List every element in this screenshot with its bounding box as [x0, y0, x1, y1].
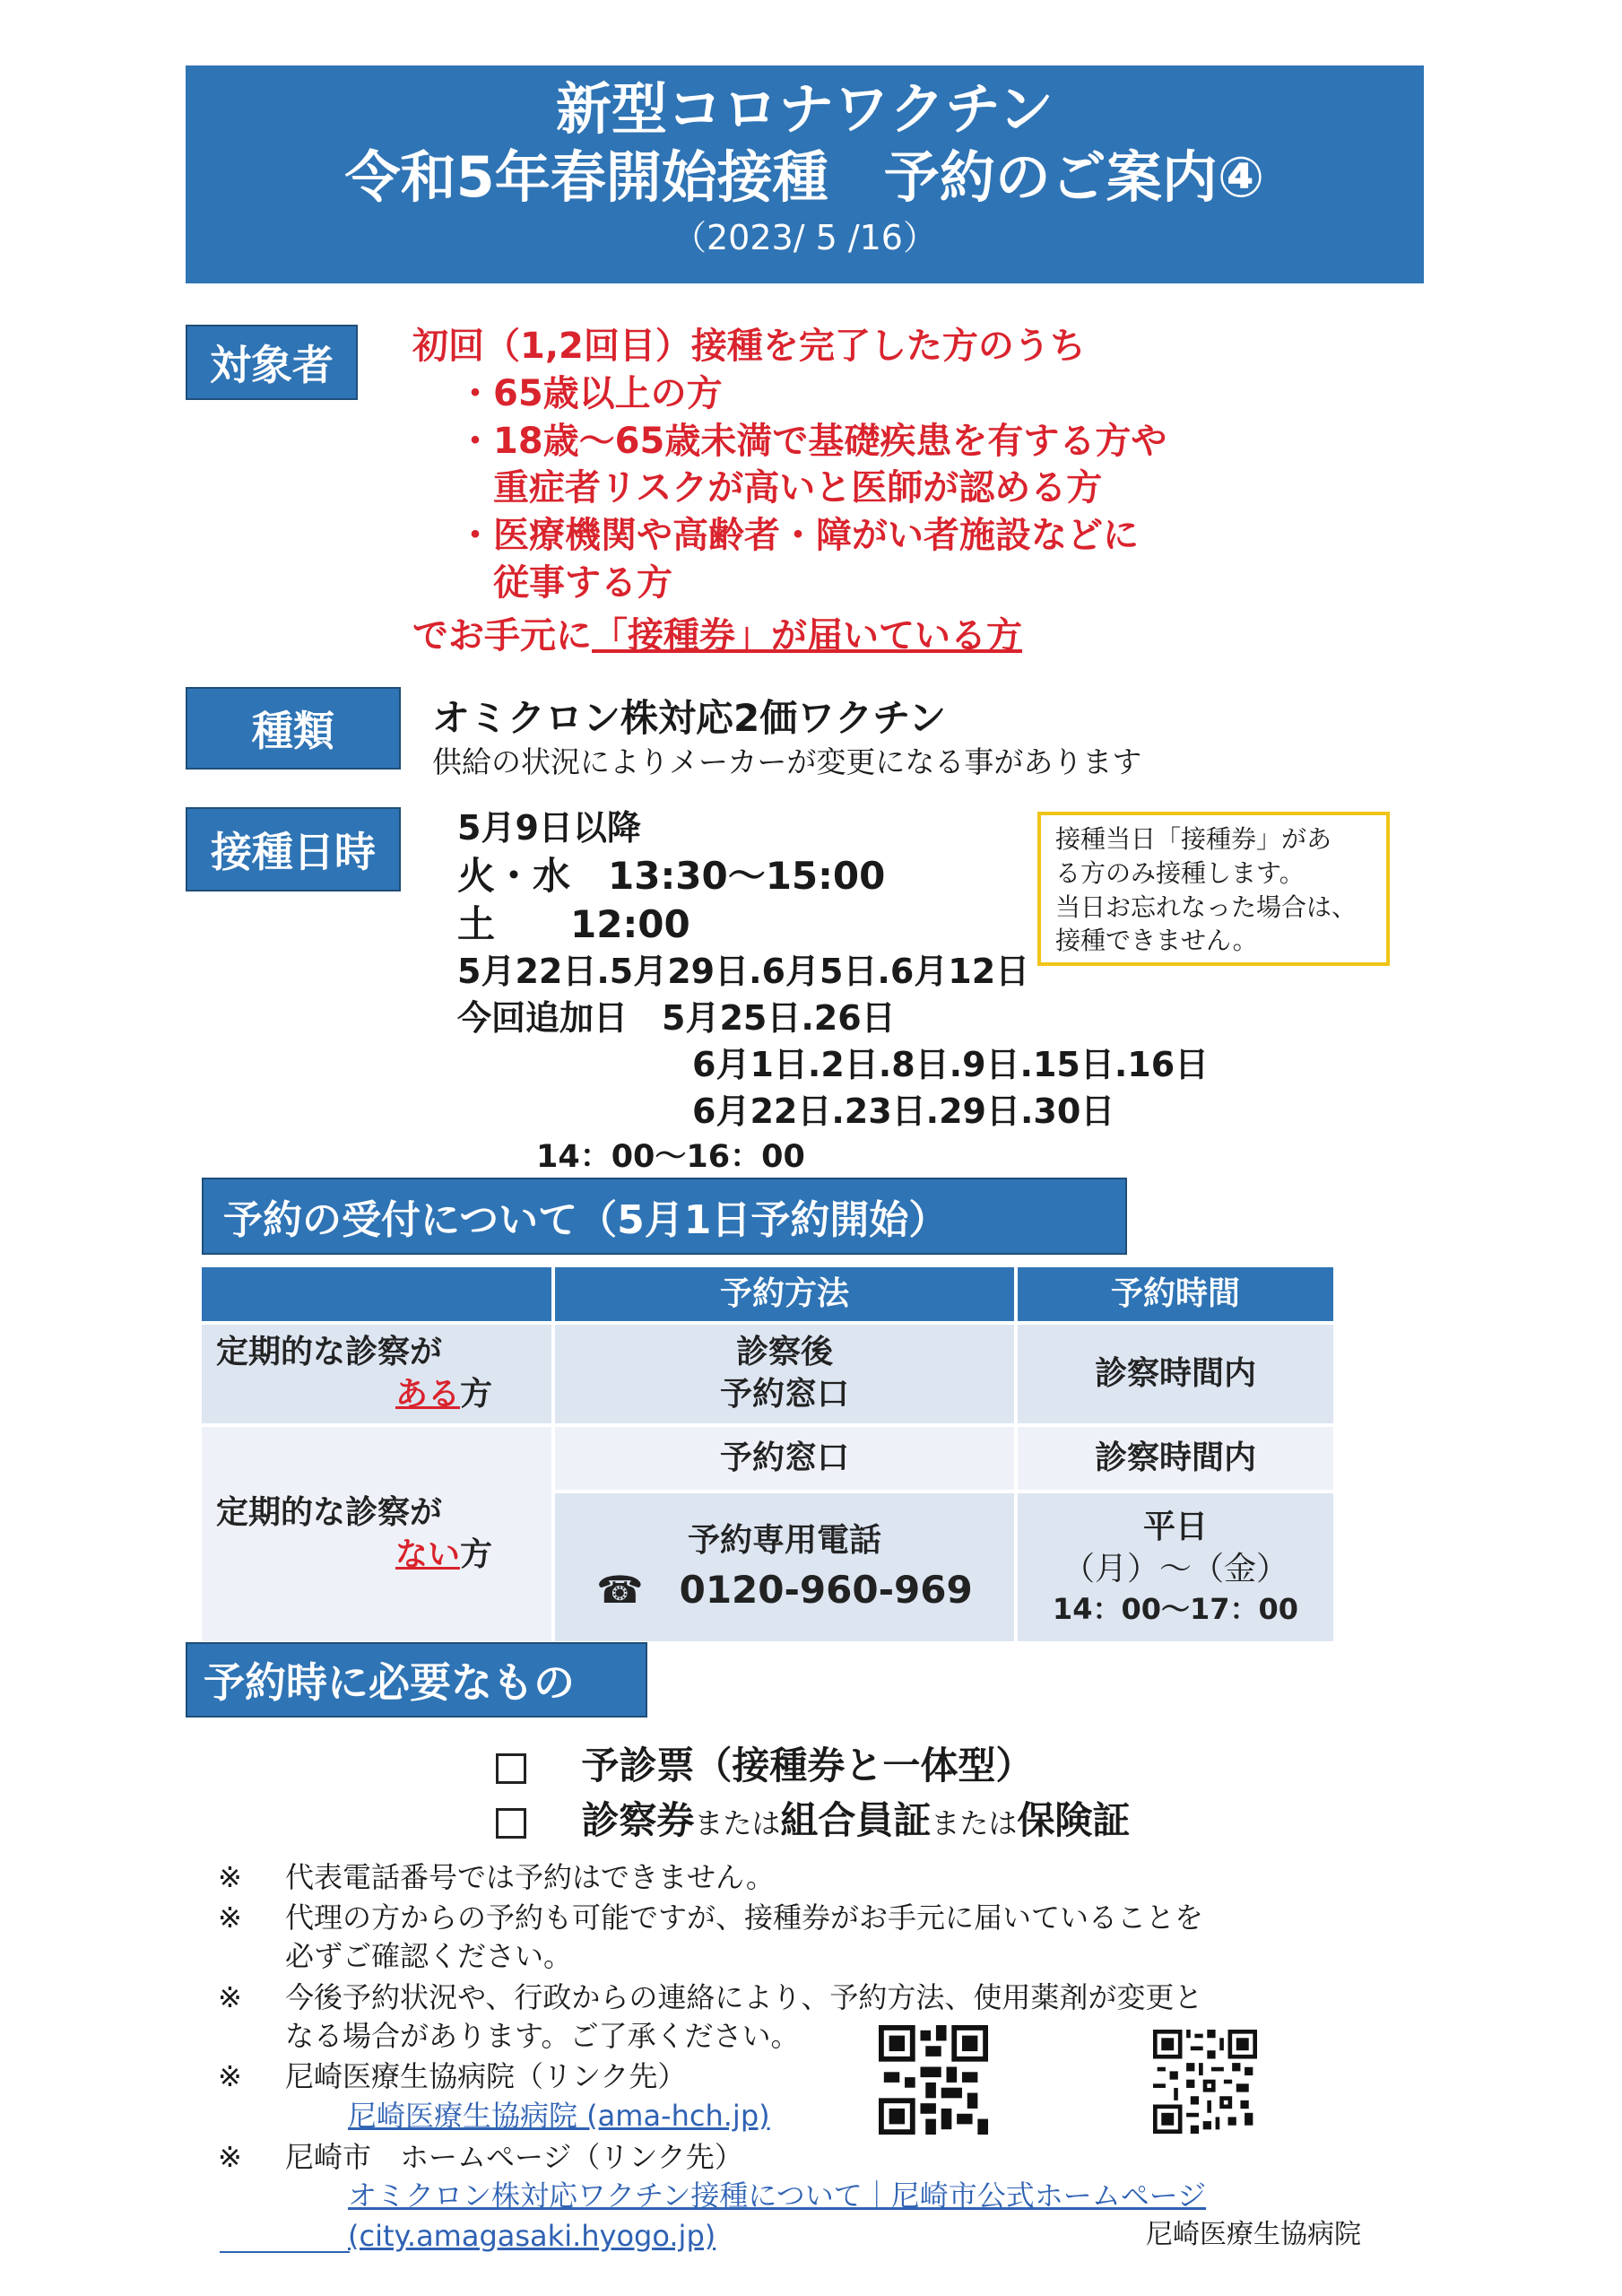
- table-header-method: 予約方法: [555, 1267, 1014, 1321]
- needs-item: [496, 1791, 1130, 1845]
- needs-item2-d: または: [931, 1806, 1018, 1840]
- note-text: 代表電話番号では予約はできません。: [285, 1860, 775, 1894]
- page-title-line2: 令和5年春開始接種 予約のご案内④: [344, 144, 1265, 210]
- note-mark: ※: [218, 1980, 242, 2014]
- phone-icon: ☎: [596, 1567, 644, 1612]
- schedule-label: 接種日時: [186, 807, 401, 891]
- city-link[interactable]: オミクロン株対応ワクチン接種について｜尼崎市公式ホームページ: [348, 2179, 1207, 2213]
- footer-org: 尼崎医療生協病院: [1146, 2219, 1361, 2250]
- row1-method: [555, 1325, 1014, 1423]
- row2-time-b-line1: 平日: [1142, 1508, 1208, 1545]
- row1-label-suffix: 方: [460, 1376, 493, 1413]
- city-qr-code-icon[interactable]: [1153, 2030, 1257, 2134]
- needs-section-title: 予約時に必要なもの: [186, 1642, 647, 1718]
- schedule-notice-line: 当日お忘れなった場合は、: [1055, 891, 1357, 922]
- schedule-notice-line: 接種できません。: [1055, 926, 1258, 956]
- reservation-table: [202, 1267, 1333, 1641]
- needs-item-label: [581, 1798, 1130, 1842]
- target-closing-prefix: でお手元に: [412, 615, 592, 657]
- row2-phone-number[interactable]: 0120-960-969: [679, 1567, 973, 1612]
- schedule-line: 14：00～16：00: [536, 1139, 805, 1175]
- needs-item2-b: または: [694, 1806, 781, 1840]
- needs-item2-a: 診察券: [581, 1798, 695, 1842]
- needs-item-label: 予診票（接種券と一体型）: [581, 1744, 1034, 1787]
- schedule-line: 6月1日.2日.8日.9日.15日.16日: [692, 1045, 1210, 1084]
- page-title-line1: 新型コロナワクチン: [556, 76, 1054, 142]
- schedule-line: 6月22日.23日.29日.30日: [692, 1091, 1115, 1131]
- needs-item2-e: 保険証: [1017, 1798, 1131, 1842]
- note-text: 尼崎市 ホームページ（リンク先）: [285, 2140, 743, 2174]
- page-date: （2023/ 5 /16）: [672, 218, 937, 257]
- table-row-label: [202, 1325, 551, 1423]
- note-text: 尼崎医療生協病院（リンク先）: [285, 2059, 687, 2093]
- schedule-notice-line: 接種当日「接種券」があ: [1055, 824, 1332, 854]
- reservation-section-title: 予約の受付について（5月1日予約開始）: [202, 1178, 1127, 1255]
- hospital-qr-code-icon[interactable]: [879, 2025, 988, 2135]
- note-mark: ※: [218, 2140, 242, 2174]
- note-text: なる場合があります。ご了承ください。: [285, 2019, 800, 2053]
- row2-method-b-line1: 予約専用電話: [687, 1521, 881, 1559]
- target-item: ・65歳以上の方: [457, 373, 723, 414]
- row1-label-line1: 定期的な診察が: [216, 1334, 443, 1371]
- row2-label-suffix: 方: [460, 1535, 493, 1573]
- target-item: ・18歳～65歳未満で基礎疾患を有する方や: [457, 421, 1167, 462]
- row1-time: 診察時間内: [1018, 1325, 1333, 1423]
- row1-label-emph: ある: [395, 1376, 461, 1413]
- row1-method-line1: 診察後: [735, 1334, 833, 1371]
- needs-item: [496, 1736, 1033, 1790]
- schedule-notice: [1037, 812, 1390, 966]
- city-link-url[interactable]: (city.amagasaki.hyogo.jp): [348, 2219, 716, 2253]
- note-mark: ※: [218, 1900, 242, 1935]
- needs-item2-c: 組合員証: [780, 1798, 932, 1842]
- note-mark: ※: [218, 2059, 242, 2093]
- table-header-empty: [202, 1267, 551, 1321]
- schedule-line: 土 12:00: [457, 902, 690, 946]
- target-item: 重症者リスクが高いと医師が認める方: [457, 467, 1103, 509]
- row2-time-b: [1018, 1493, 1333, 1641]
- schedule-notice-line: る方のみ接種します。: [1055, 857, 1305, 888]
- row2-method-b: [555, 1493, 1014, 1641]
- target-closing-underlined: 「接種券」が届いている方: [592, 615, 1022, 657]
- note-text: 今後予約状況や、行政からの連絡により、予約方法、使用薬剤が変更と: [285, 1980, 1203, 2014]
- row2-phone-line: [596, 1566, 972, 1615]
- target-closing: [412, 614, 1022, 657]
- vaccine-label: 種類: [186, 687, 401, 770]
- row2-time-a: 診察時間内: [1018, 1427, 1333, 1490]
- row2-time-b-line2: （月）～（金）: [1062, 1550, 1288, 1587]
- link-underline-divider: [220, 2251, 350, 2253]
- checkbox-icon[interactable]: [496, 1753, 526, 1784]
- target-intro: 初回（1,2回目）接種を完了した方のうち: [412, 326, 1086, 367]
- row2-method-a: 予約窓口: [555, 1427, 1014, 1490]
- checkbox-icon[interactable]: [496, 1808, 526, 1839]
- target-label: 対象者: [186, 325, 358, 400]
- schedule-line: 5月9日以降: [457, 808, 641, 848]
- row1-method-line2: 予約窓口: [719, 1376, 849, 1413]
- table-header-time: 予約時間: [1018, 1267, 1333, 1321]
- schedule-line: 今回追加日 5月25日.26日: [457, 998, 896, 1038]
- row2-label-line2: [216, 1535, 492, 1577]
- vaccine-name: オミクロン株対応2価ワクチン: [432, 696, 947, 740]
- row1-label-line2: [216, 1374, 492, 1416]
- row2-label-line1: 定期的な診察が: [216, 1493, 443, 1531]
- row2-time-b-line3: 14：00～17：00: [1052, 1591, 1299, 1626]
- schedule-line: 5月22日.5月29日.6月5日.6月12日: [457, 952, 1030, 991]
- schedule-line: 火・水 13:30～15:00: [457, 854, 886, 898]
- vaccine-note: 供給の状況によりメーカーが変更になる事があります: [432, 744, 1142, 779]
- row2-label-emph: ない: [395, 1535, 461, 1573]
- page-header: [186, 65, 1424, 283]
- note-text: 代理の方からの予約も可能ですが、接種券がお手元に届いていることを: [285, 1900, 1204, 1935]
- table-row-label: [202, 1427, 551, 1641]
- note-mark: ※: [218, 1860, 242, 1894]
- hospital-link[interactable]: 尼崎医療生協病院 (ama-hch.jp): [348, 2099, 770, 2133]
- note-text: 必ずご確認ください。: [285, 1939, 573, 1973]
- target-item: 従事する方: [457, 562, 672, 604]
- target-item: ・医療機関や高齢者・障がい者施設などに: [457, 515, 1139, 556]
